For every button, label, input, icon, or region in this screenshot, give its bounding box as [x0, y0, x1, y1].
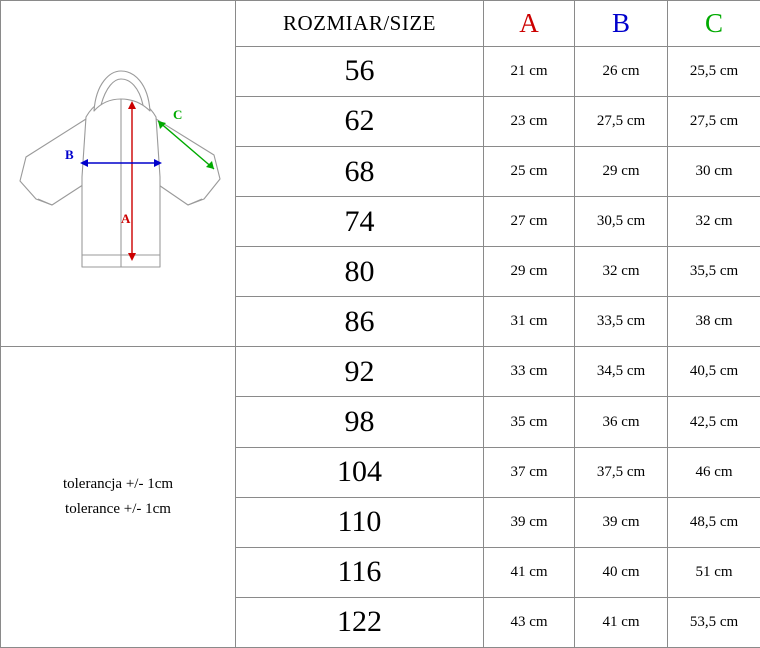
size-value: 68 [236, 146, 484, 196]
measure-c-value: 30 cm [668, 146, 760, 196]
measure-b-value: 32 cm [575, 247, 668, 297]
measure-b-value: 27,5 cm [575, 96, 668, 146]
measure-a-value: 25 cm [484, 146, 575, 196]
measure-a-value: 29 cm [484, 247, 575, 297]
measure-a-value: 23 cm [484, 96, 575, 146]
header-size-title: ROZMIAR/SIZE [236, 1, 484, 47]
measure-label-a: A [121, 210, 131, 226]
measure-b-value: 37,5 cm [575, 447, 668, 497]
size-value: 116 [236, 547, 484, 597]
measure-b-value: 34,5 cm [575, 347, 668, 397]
measure-c-value: 46 cm [668, 447, 760, 497]
size-value: 62 [236, 96, 484, 146]
measure-c-value: 40,5 cm [668, 347, 760, 397]
measure-a-value: 21 cm [484, 46, 575, 96]
size-value: 92 [236, 347, 484, 397]
measure-c-value: 25,5 cm [668, 46, 760, 96]
measure-c-value: 53,5 cm [668, 597, 760, 647]
measure-c-value: 32 cm [668, 197, 760, 247]
measure-b-value: 40 cm [575, 547, 668, 597]
table-row [1, 347, 760, 397]
measure-label-c: C [173, 106, 183, 122]
measure-b-value: 36 cm [575, 397, 668, 447]
measure-b-value: 33,5 cm [575, 297, 668, 347]
measure-c-value: 27,5 cm [668, 96, 760, 146]
header-column-b: B [575, 1, 668, 47]
measure-a-value: 31 cm [484, 297, 575, 347]
measure-b-value: 30,5 cm [575, 197, 668, 247]
hoodie-outline-icon [8, 59, 228, 289]
measure-b-value: 26 cm [575, 46, 668, 96]
measure-c-value: 35,5 cm [668, 247, 760, 297]
tolerance-note-cell [1, 347, 236, 648]
size-value: 104 [236, 447, 484, 497]
size-value: 80 [236, 247, 484, 297]
measure-a-value: 43 cm [484, 597, 575, 647]
measure-label-b: B [65, 146, 74, 162]
size-value: 122 [236, 597, 484, 647]
size-value: 86 [236, 297, 484, 347]
measure-c-value: 48,5 cm [668, 497, 760, 547]
size-value: 74 [236, 197, 484, 247]
size-value: 110 [236, 497, 484, 547]
measure-c-value: 51 cm [668, 547, 760, 597]
hoodie-diagram [8, 59, 228, 289]
measure-a-value: 33 cm [484, 347, 575, 397]
table-header-row [1, 1, 760, 47]
size-value: 98 [236, 397, 484, 447]
tolerance-line-en: tolerance +/- 1cm [65, 501, 171, 518]
size-value: 56 [236, 46, 484, 96]
measure-a-value: 37 cm [484, 447, 575, 497]
measure-c-value: 38 cm [668, 297, 760, 347]
measure-a-value: 27 cm [484, 197, 575, 247]
garment-illustration-cell [1, 1, 236, 347]
header-column-c: C [668, 1, 760, 47]
tolerance-line-pl: tolerancja +/- 1cm [62, 475, 174, 492]
measure-c-value: 42,5 cm [668, 397, 760, 447]
measure-a-value: 39 cm [484, 497, 575, 547]
measure-a-value: 41 cm [484, 547, 575, 597]
measure-b-value: 41 cm [575, 597, 668, 647]
measure-b-value: 39 cm [575, 497, 668, 547]
measure-a-value: 35 cm [484, 397, 575, 447]
header-column-a: A [484, 1, 575, 47]
measure-b-value: 29 cm [575, 146, 668, 196]
